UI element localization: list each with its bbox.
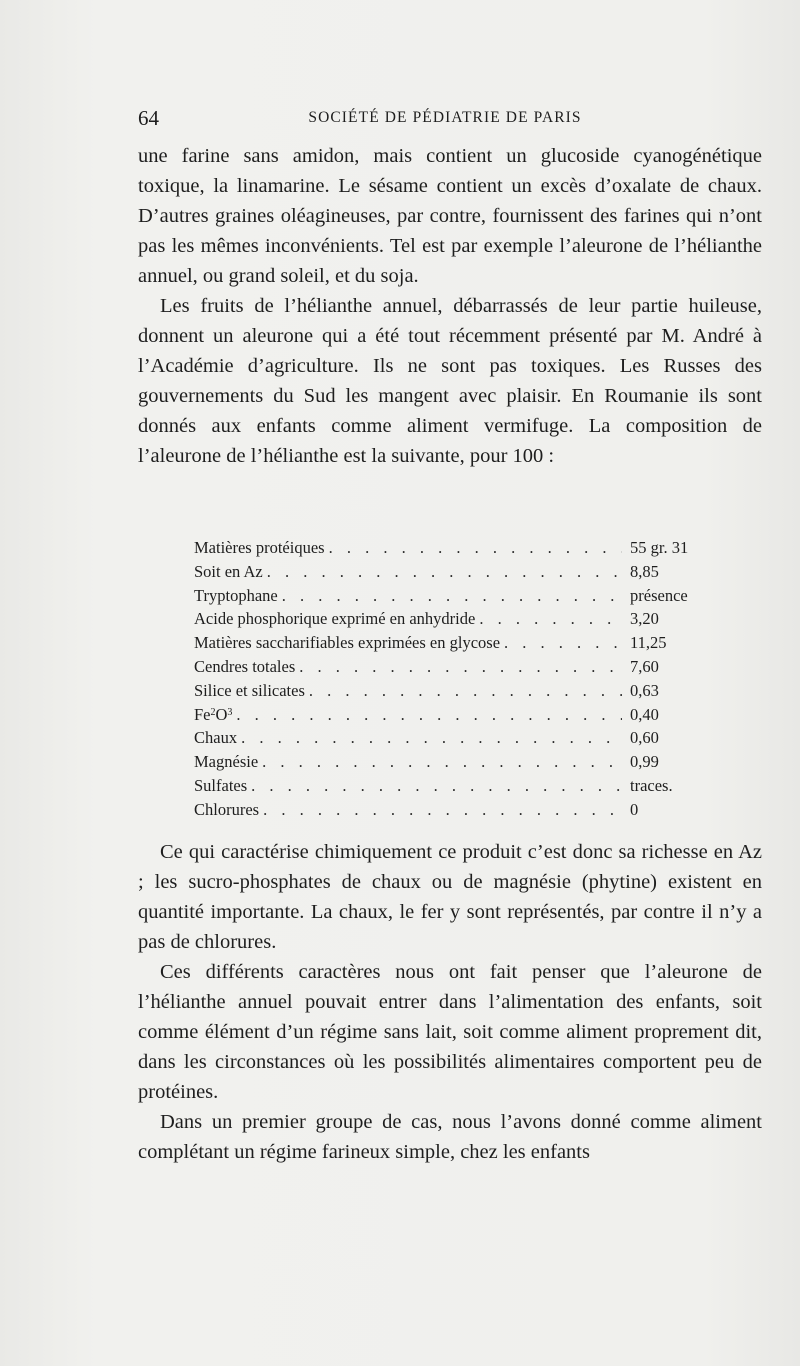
leader-dots [236, 703, 622, 727]
composition-name: Acide phosphorique exprimé en anhydride [194, 609, 476, 629]
composition-name: Sulfates [194, 775, 248, 795]
leader-dots [329, 536, 622, 560]
leader-dots [504, 631, 622, 655]
composition-row [194, 536, 714, 560]
composition-value: 7,60 [630, 656, 659, 676]
text-block-bottom [138, 837, 762, 1167]
composition-row [194, 584, 714, 608]
leader-dots [251, 774, 622, 798]
composition-row [194, 703, 714, 727]
composition-value: 0,99 [630, 752, 659, 772]
leader-dots [267, 560, 622, 584]
composition-value: 11,25 [630, 633, 667, 653]
formula-element: O [215, 704, 228, 724]
composition-value: 3,20 [630, 609, 659, 629]
paragraph: une farine sans amidon, mais contient un glucoside cyanogénétique toxique, la linamarine. Le sésame contient un excès d’oxalate de chaux. D’autres graines oléagineuses, par contre, fournissent des farines qui n’ont pas les mêmes inconvénients. Tel est par exemple l’aleurone de l’hélianthe annuel, ou grand soleil, et du soja. [138, 145, 762, 287]
composition-value: traces. [630, 775, 673, 795]
leader-dots [309, 679, 622, 703]
paragraph: Dans un premier groupe de cas, nous l’avons donné comme aliment complétant un régime farineux simple, chez les enfants [138, 1111, 762, 1163]
formula-element: Fe [194, 704, 211, 724]
leader-dots [479, 607, 622, 631]
paragraph: Les fruits de l’hélianthe annuel, débarrassés de leur partie huileuse, donnent un aleurone qui a été tout récemment présenté par M. André à l’Académie d’agriculture. Ils ne sont pas toxiques. Les Russes des gouvernements du Sud les mangent avec plaisir. En Roumanie ils sont donnés aux enfants comme aliment vermifuge. La composition de l’aleurone de l’hélianthe est la suivante, pour 100 : [138, 295, 762, 467]
composition-value: 0,40 [630, 704, 659, 724]
composition-name: Cendres totales [194, 656, 296, 676]
composition-name-formula [194, 703, 232, 727]
composition-value: 0,60 [630, 728, 659, 748]
paragraph: Ce qui caractérise chimiquement ce produit c’est donc sa richesse en Az ; les sucro-phosphates de chaux ou de magnésie (phytine) existent en quantité importante. La chaux, le fer y sont représentés, par contre il n’y a pas de chlorures. [138, 841, 762, 953]
page-number: 64 [138, 106, 159, 130]
composition-name: Chaux [194, 728, 238, 748]
paragraph: Ces différents caractères nous ont fait penser que l’aleurone de l’hélianthe annuel pouvait entrer dans l’alimentation des enfants, soit comme élément d’un régime sans lait, soit comme aliment proprement dit, dans les circonstances où les possibilités alimentaires comportent peu de protéines. [138, 961, 762, 1103]
composition-row [194, 774, 714, 798]
composition-row [194, 631, 714, 655]
leader-dots [263, 798, 622, 822]
text-block-top [138, 141, 762, 471]
composition-row [194, 560, 714, 584]
composition-row [194, 798, 714, 822]
composition-value: 8,85 [630, 561, 659, 581]
leader-dots [299, 655, 622, 679]
leader-dots [282, 584, 622, 608]
composition-name: Silice et silicates [194, 680, 305, 700]
composition-value: 0 [630, 799, 639, 819]
formula-subscript: 3 [227, 706, 233, 718]
composition-value: 0,63 [630, 680, 659, 700]
leader-dots [262, 750, 622, 774]
composition-row [194, 679, 714, 703]
composition-row [194, 750, 714, 774]
leader-dots [241, 726, 622, 750]
composition-row [194, 726, 714, 750]
page-header [138, 106, 752, 132]
composition-value: 55 gr. 31 [630, 538, 689, 557]
composition-table [194, 536, 714, 822]
composition-name: Matières saccharifiables exprimées en glycose [194, 633, 501, 653]
composition-row [194, 655, 714, 679]
composition-name: Chlorures [194, 799, 260, 819]
composition-name: Magnésie [194, 752, 259, 772]
composition-value: présence [630, 585, 688, 605]
composition-row [194, 607, 714, 631]
composition-name: Tryptophane [194, 585, 278, 605]
formula-subscript: 2 [210, 706, 216, 718]
composition-name: Soit en Az [194, 561, 263, 581]
running-title: SOCIÉTÉ DE PÉDIATRIE DE PARIS [308, 109, 582, 126]
composition-name: Matières protéiques [194, 538, 325, 557]
